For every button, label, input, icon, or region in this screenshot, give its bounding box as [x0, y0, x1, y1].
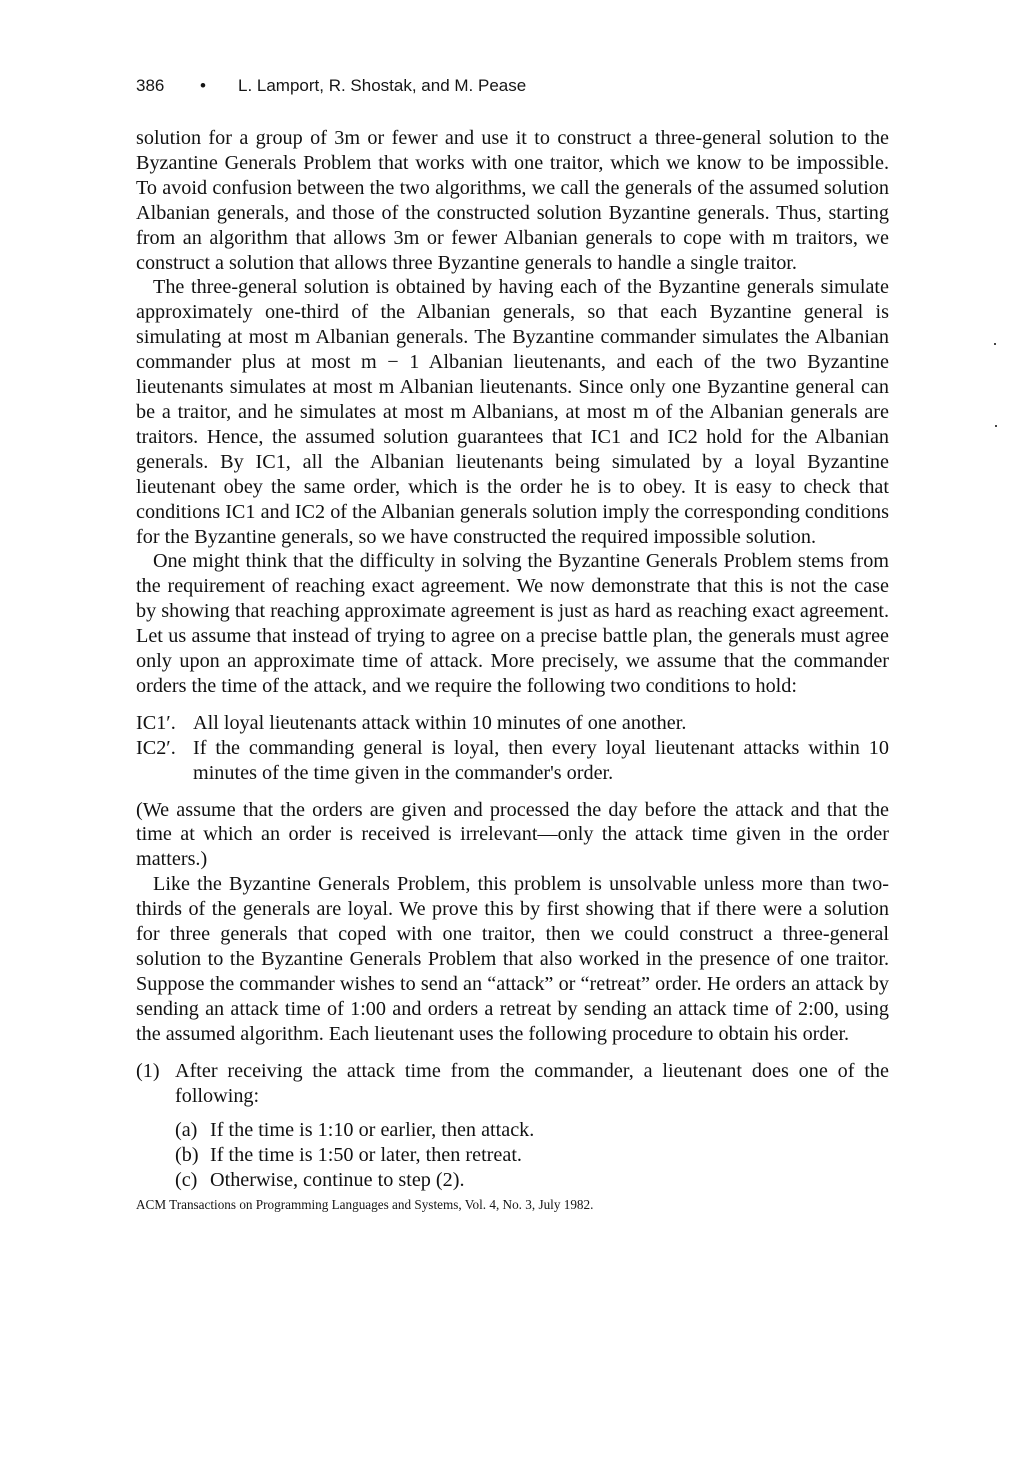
substep-label: (c) — [175, 1169, 198, 1192]
journal-footer: ACM Transactions on Programming Languages and Systems, Vol. 4, No. 3, July 1982. — [136, 1197, 594, 1213]
step-label: (1) — [136, 1059, 160, 1082]
running-header — [136, 74, 889, 98]
substep-c — [175, 1168, 889, 1193]
paragraph-unsolvable: Like the Byzantine Generals Problem, this problem is unsolvable unless more than two-thirds of the generals are loyal. We prove this by first showing that if there were a solution for three generals that coped with one traitor, then we could construct a three-general solution to the Byzantine Generals Problem that also worked in the presence of one traitor. Suppose the commander wishes to send an “attack” or “retreat” order. He orders an attack by sending an attack time of 1:00 and orders a retreat by sending an attack time of 2:00, using the assumed algorithm. Each lieutenant uses the following procedure to obtain his order. — [136, 873, 889, 1045]
paragraph-three-general-solution: The three-general solution is obtained by having each of the Byzantine generals simulate approximately one-third of the Albanian generals, so that each Byzantine general is simulating at most m Albanian generals. The Byzantine commander simulates the Albanian commander plus at most m − 1 Albanian lieutenants, and each of the two Byzantine lieutenants simulates at most m Albanian lieutenants. Since only one Byzantine general can be a traitor, and he simulates at most m Albanians, at most m of the Albanian generals are traitors. Hence, the assumed solution guarantees that IC1 and IC2 hold for the Albanian generals. By IC1, all the Albanian lieutenants being simulated by a loyal Byzantine lieutenant obey the same order, which is the order he is to obey. It is easy to check that conditions IC1 and IC2 of the Albanian generals solution imply the corresponding conditions for the Byzantine generals, so we have constructed the required impossible solution. — [136, 276, 889, 548]
body-text — [136, 126, 889, 1193]
substep-b — [175, 1143, 889, 1168]
step-text: After receiving the attack time from the commander, a lieutenant does one of the following: — [175, 1059, 889, 1107]
condition-text: All loyal lieutenants attack within 10 minutes of one another. — [193, 711, 687, 734]
condition-ic2-prime — [136, 736, 889, 786]
paragraph-note: (We assume that the orders are given and processed the day before the attack and that the time at which an order is received is irrelevant—only the attack time given in the order matters.) — [136, 798, 889, 871]
header-authors: L. Lamport, R. Shostak, and M. Pease — [238, 76, 527, 95]
substep-text: Otherwise, continue to step (2). — [210, 1169, 465, 1192]
substep-text: If the time is 1:50 or later, then retreat. — [210, 1144, 522, 1167]
paper-page — [136, 74, 889, 1213]
page-number: 386 — [136, 76, 165, 95]
paragraph-approximate-agreement: One might think that the difficulty in solving the Byzantine Generals Problem stems from the requirement of reaching exact agreement. We now demonstrate that this is not the case by showing that reaching approximate agreement is just as hard as reaching exact agreement. Let us assume that instead of trying to agree on a precise battle plan, the generals must agree only upon an approximate time of attack. More precisely, we assume that the commander orders the time of the attack, and we require the following two conditions to hold: — [136, 550, 889, 697]
condition-label: IC2′. — [136, 736, 176, 759]
condition-label: IC1′. — [136, 711, 176, 734]
conditions-list — [136, 711, 889, 786]
paragraph-continuation: solution for a group of 3m or fewer and use it to construct a three-general solution to the Byzantine Generals Problem that works with one traitor, which we know to be impossible. To avoid confusion between the two algorithms, we call the generals of the assumed solution Albanian generals, and those of the constructed solution Byzantine generals. Thus, starting from an algorithm that allows 3m or fewer Albanian generals to cope with m traitors, we construct a solution that allows three Byzantine generals to handle a single traitor. — [136, 127, 889, 274]
procedure-substeps — [175, 1118, 889, 1193]
substep-text: If the time is 1:10 or earlier, then attack. — [210, 1119, 535, 1142]
scan-speck — [994, 343, 996, 345]
substep-label: (a) — [175, 1119, 198, 1142]
substep-a — [175, 1118, 889, 1143]
scan-speck — [995, 425, 997, 427]
procedure-step-1 — [136, 1059, 889, 1109]
condition-text: If the commanding general is loyal, then every loyal lieutenant attacks within 10 minutes of the time given in the commander's order. — [193, 736, 889, 784]
condition-ic1-prime — [136, 711, 889, 736]
header-separator: • — [200, 76, 206, 95]
substep-label: (b) — [175, 1144, 199, 1167]
